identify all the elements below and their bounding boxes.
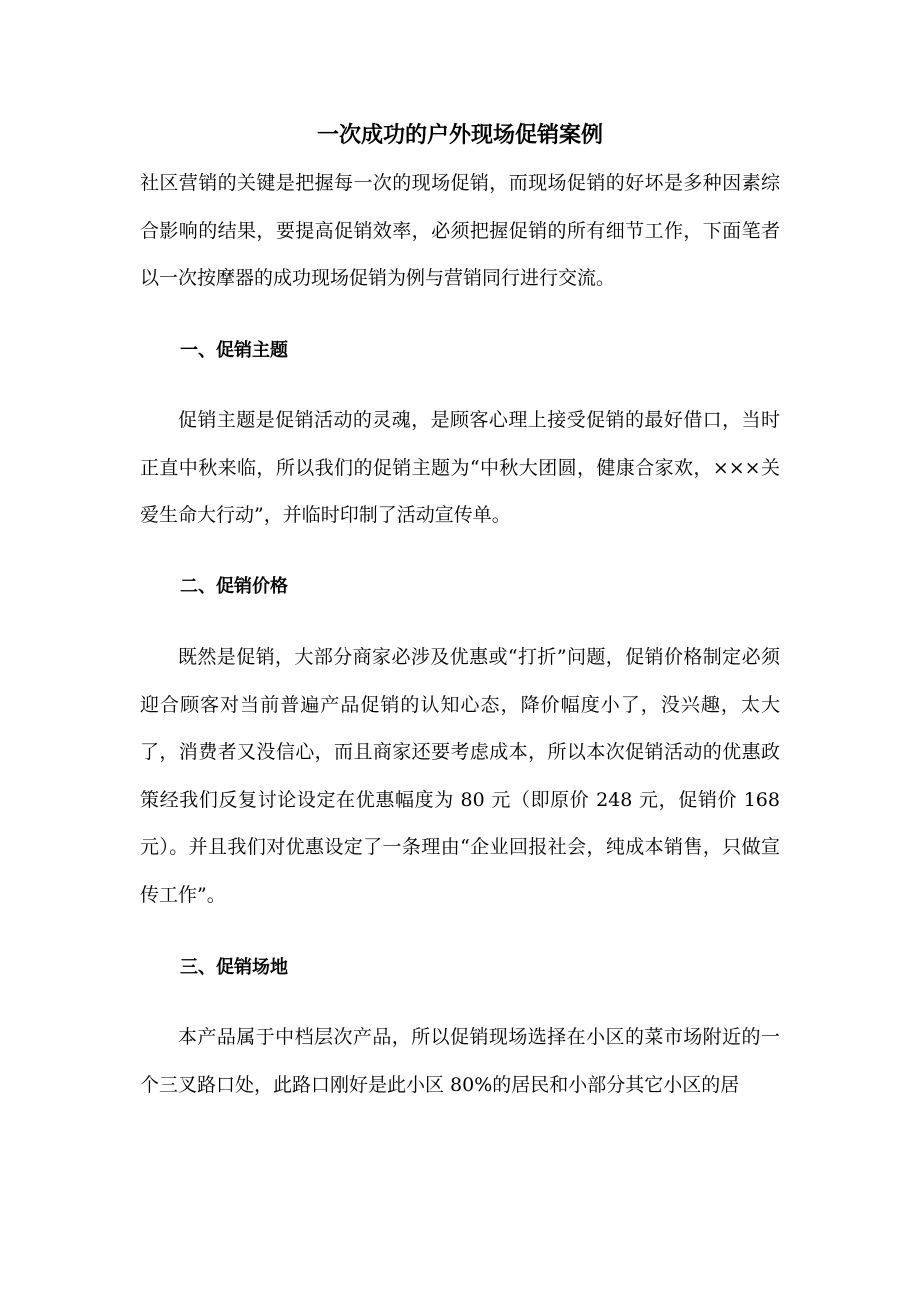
document-title: 一次成功的户外现场促销案例 (316, 123, 603, 148)
section-paragraph-theme: 促销主题是促销活动的灵魂，是顾客心理上接受促销的最好借口，当时正直中秋来临，所以我们的促销主题为“中秋大团圆，健康合家欢，×××关爱生命大行动”，并临时印制了活动宣传单。 (140, 409, 780, 526)
section-heading-theme: 一、促销主题 (180, 340, 288, 361)
section-heading-venue: 三、促销场地 (180, 957, 288, 978)
intro-paragraph: 社区营销的关键是把握每一次的现场促销，而现场促销的好坏是多种因素综合影响的结果，要提高促销效率，必须把握促销的所有细节工作，下面笔者以一次按摩器的成功现场促销为例与营销同行进行交流。 (140, 172, 780, 289)
section-paragraph-price: 既然是促销，大部分商家必涉及优惠或“打折”问题，促销价格制定必须迎合顾客对当前普遍产品促销的认知心态，降价幅度小了，没兴趣，太大了，消费者又没信心，而且商家还要考虑成本，所以本次促销活动的优惠政策经我们反复讨论设定在优惠幅度为 80 元（即原价 248 元，促销价 168 元）。并且我们对优惠设定了一条理由“企业回报社会，纯成本销售，只做宣传工作”。 (140, 646, 780, 906)
section-heading-price: 二、促销价格 (180, 576, 288, 597)
section-paragraph-venue: 本产品属于中档层次产品，所以促销现场选择在小区的菜市场附近的一个三叉路口处，此路口刚好是此小区 80%的居民和小部分其它小区的居 (140, 1026, 780, 1096)
